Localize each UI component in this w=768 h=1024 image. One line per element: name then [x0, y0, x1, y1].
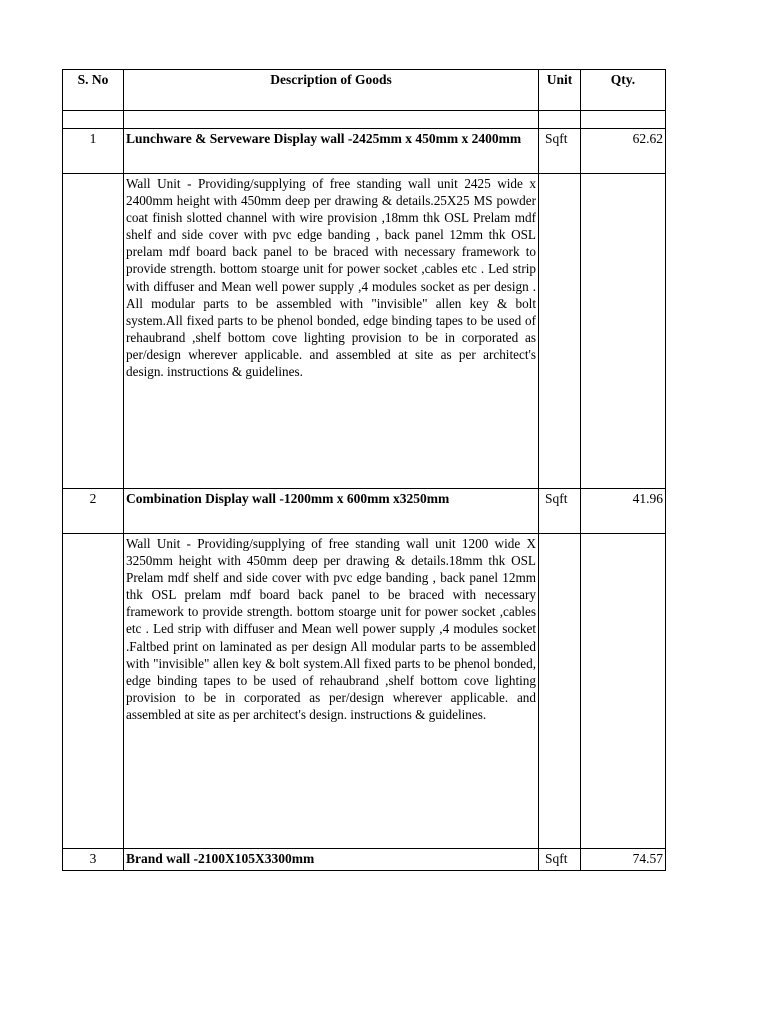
- item-sno: 3: [63, 849, 124, 871]
- header-sno: S. No: [63, 70, 124, 111]
- item-description-row: [63, 174, 666, 489]
- item-row: [63, 129, 666, 174]
- item-qty: 74.57: [581, 849, 666, 871]
- item-unit: Sqft: [539, 489, 581, 534]
- item-description: Wall Unit - Providing/supplying of free standing wall unit 1200 wide X 3250mm height with 450mm deep per drawing & details.18mm thk OSL Prelam mdf shelf and side cover with pvc edge banding , back panel 12mm thk OSL prelam mdf board back panel to be braced with necessary framework to provide strength. bottom stoarge unit for power socket ,cables etc . Led strip with diffuser and Mean well power supply ,4 modules socket .Faltbed print on laminated as per design All modular parts to be assembled with "invisible" allen key & bolt system.All fixed parts to be phenol bonded, edge binding tapes to be used of rehaubrand ,shelf bottom cove lighting provision to be in corporated as per/design wherever applicable. and assembled at site as per architect's design. instructions & guidelines.: [124, 534, 539, 849]
- item-title: Lunchware & Serveware Display wall -2425mm x 450mm x 2400mm: [124, 129, 539, 174]
- goods-table: [62, 69, 666, 871]
- item-title: Combination Display wall -1200mm x 600mm x3250mm: [124, 489, 539, 534]
- header-row: [63, 70, 666, 111]
- item-unit: Sqft: [539, 849, 581, 871]
- item-row: [63, 849, 666, 871]
- item-qty: 62.62: [581, 129, 666, 174]
- header-qty: Qty.: [581, 70, 666, 111]
- item-description: Wall Unit - Providing/supplying of free standing wall unit 2425 wide x 2400mm height with 450mm deep per drawing & details.25X25 MS powder coat finish slotted channel with wire provision ,18mm thk OSL Prelam mdf shelf and side cover with pvc edge banding , back panel 12mm thk OSL prelam mdf board back panel to be braced with necessary framework to provide strength. bottom stoarge unit for power socket ,cables etc . Led strip with diffuser and Mean well power supply ,4 modules socket as per design . All modular parts to be assembled with "invisible" allen key & bolt system.All fixed parts to be phenol bonded, edge binding tapes to be used of rehaubrand ,shelf bottom cove lighting provision to be in corporated as per/design wherever applicable. and assembled at site as per architect's design. instructions & guidelines.: [124, 174, 539, 489]
- item-row: [63, 489, 666, 534]
- header-description: Description of Goods: [124, 70, 539, 111]
- spacer-row: [63, 111, 666, 129]
- item-qty: 41.96: [581, 489, 666, 534]
- item-description-row: [63, 534, 666, 849]
- item-title: Brand wall -2100X105X3300mm: [124, 849, 539, 871]
- item-sno: 2: [63, 489, 124, 534]
- item-sno: 1: [63, 129, 124, 174]
- header-unit: Unit: [539, 70, 581, 111]
- item-unit: Sqft: [539, 129, 581, 174]
